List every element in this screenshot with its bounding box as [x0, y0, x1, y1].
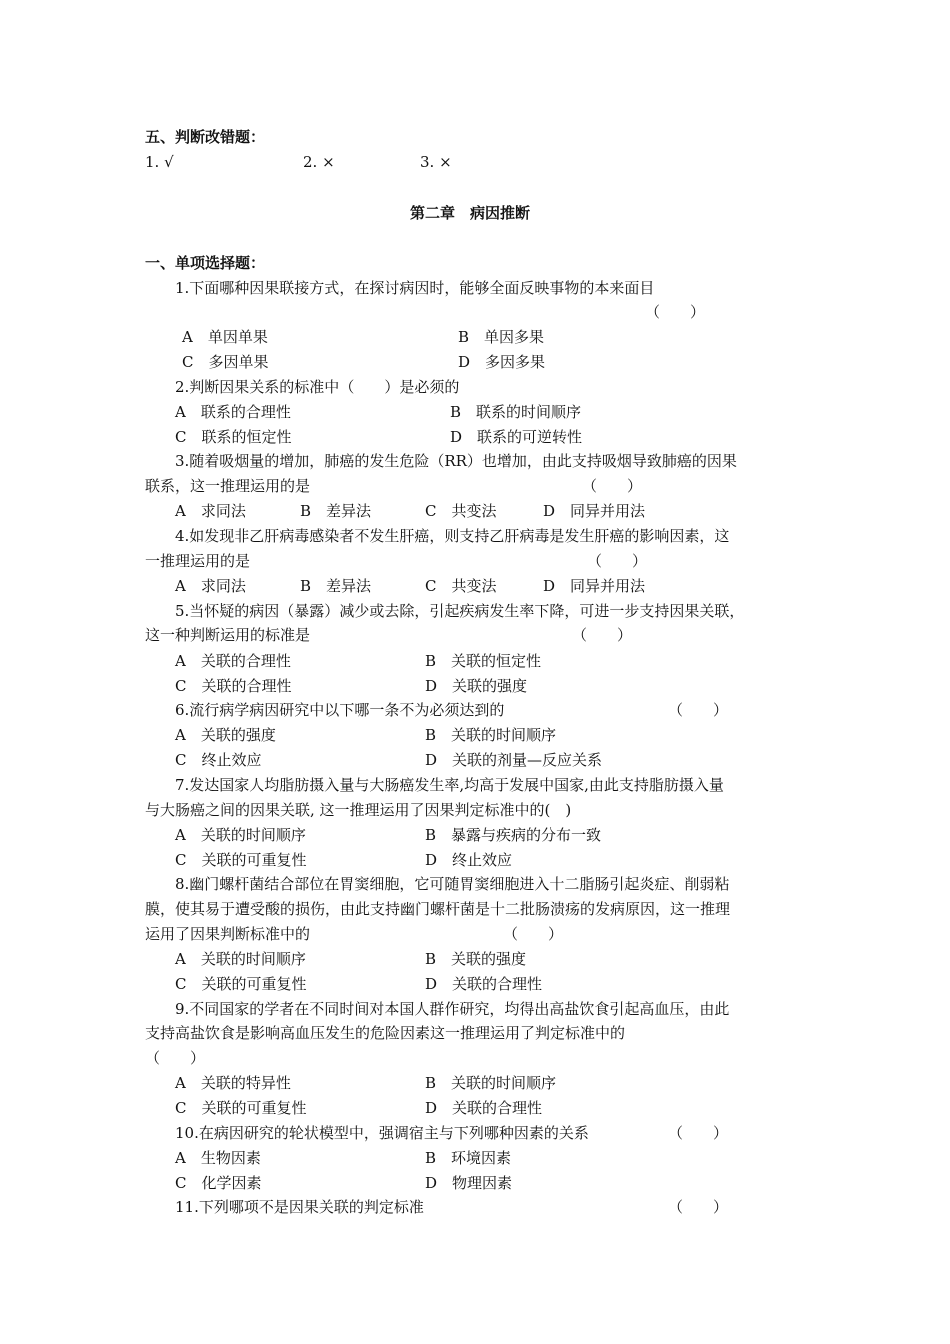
answer-blank: （ ） — [668, 701, 729, 719]
question-text: 这一种判断运用的标准是 — [145, 626, 311, 644]
section-heading: 五、判断改错题： — [145, 128, 266, 146]
option-item: C 化学因素 — [175, 1174, 262, 1192]
answer-blank: （ ） — [503, 925, 564, 943]
option-item: D 同异并用法 — [543, 577, 646, 595]
answer-item: 3. × — [420, 153, 452, 171]
option-item: C 共变法 — [425, 577, 497, 595]
option-item: D 同异并用法 — [543, 502, 646, 520]
question-text: 9.不同国家的学者在不同时间对本国人群作研究，均得出高盐饮食引起高血压，由此 — [175, 1000, 730, 1018]
option-item: D 物理因素 — [425, 1174, 513, 1192]
option-item: B 差异法 — [300, 577, 372, 595]
answer-blank: （ ） — [587, 552, 648, 570]
question-text: 2.判断因果关系的标准中（ ）是必须的 — [175, 378, 460, 396]
question-text: 5.当怀疑的病因（暴露）减少或去除，引起疾病发生率下降，可进一步支持因果关联， — [175, 602, 745, 620]
option-item: C 关联的合理性 — [175, 677, 292, 695]
option-item: A 关联的时间顺序 — [175, 950, 306, 968]
option-item: D 多因多果 — [458, 353, 546, 371]
option-item: D 关联的剂量—反应关系 — [425, 751, 603, 769]
option-item: D 联系的可逆转性 — [450, 428, 583, 446]
answer-blank: （ ） — [668, 1198, 729, 1216]
option-item: B 关联的恒定性 — [425, 652, 542, 670]
chapter-title: 第二章 病因推断 — [410, 204, 531, 222]
option-item: C 多因单果 — [182, 353, 269, 371]
option-item: D 关联的合理性 — [425, 1099, 543, 1117]
question-text: 支持高盐饮食是影响高血压发生的危险因素这一推理运用了判定标准中的 — [145, 1024, 626, 1042]
option-item: B 差异法 — [300, 502, 372, 520]
option-item: A 联系的合理性 — [175, 403, 291, 421]
option-item: A 单因单果 — [182, 328, 268, 346]
option-item: A 关联的特异性 — [175, 1074, 291, 1092]
option-item: C 关联的可重复性 — [175, 975, 307, 993]
option-item: A 求同法 — [175, 502, 246, 520]
section-heading: 一、单项选择题： — [145, 254, 266, 272]
question-text: 一推理运用的是 — [145, 552, 251, 570]
question-text: 联系，这一推理运用的是 — [145, 477, 311, 495]
question-text: 1.下面哪种因果联接方式，在探讨病因时，能够全面反映事物的本来面目 — [175, 279, 655, 297]
option-item: C 关联的可重复性 — [175, 851, 307, 869]
option-item: B 环境因素 — [425, 1149, 512, 1167]
option-item: A 关联的合理性 — [175, 652, 291, 670]
option-item: B 关联的时间顺序 — [425, 1074, 557, 1092]
answer-item: 1. √ — [145, 153, 174, 171]
option-item: B 暴露与疾病的分布一致 — [425, 826, 602, 844]
answer-blank: （ ） — [572, 626, 633, 644]
option-item: A 关联的时间顺序 — [175, 826, 306, 844]
option-item: A 关联的强度 — [175, 726, 276, 744]
option-item: C 联系的恒定性 — [175, 428, 292, 446]
question-text: 4.如发现非乙肝病毒感染者不发生肝癌，则支持乙肝病毒是发生肝癌的影响因素，这 — [175, 527, 730, 545]
option-item: C 共变法 — [425, 502, 497, 520]
question-text: 10.在病因研究的轮状模型中，强调宿主与下列哪种因素的关系 — [175, 1124, 589, 1142]
option-item: A 生物因素 — [175, 1149, 261, 1167]
answer-blank: （ ） — [668, 1124, 729, 1142]
option-item: C 终止效应 — [175, 751, 262, 769]
question-text: 11.下列哪项不是因果关联的判定标准 — [175, 1198, 424, 1216]
option-item: D 关联的强度 — [425, 677, 528, 695]
question-text: 膜，使其易于遭受酸的损伤，由此支持幽门螺杆菌是十二批肠溃疡的发病原因，这一推理 — [145, 900, 731, 918]
answer-blank: （ ） — [645, 303, 706, 321]
question-text: 运用了因果判断标准中的 — [145, 925, 311, 943]
option-item: C 关联的可重复性 — [175, 1099, 307, 1117]
answer-item: 2. × — [303, 153, 335, 171]
option-item: B 关联的时间顺序 — [425, 726, 557, 744]
option-item: D 终止效应 — [425, 851, 513, 869]
question-text: 6.流行病学病因研究中以下哪一条不为必须达到的 — [175, 701, 505, 719]
question-text: 8.幽门螺杆菌结合部位在胃窦细胞，它可随胃窦细胞进入十二脂肠引起炎症、削弱粘 — [175, 875, 730, 893]
option-item: A 求同法 — [175, 577, 246, 595]
option-item: B 关联的强度 — [425, 950, 527, 968]
question-text: 7.发达国家人均脂肪摄入量与大肠癌发生率,均高于发展中国家,由此支持脂肪摄入量 — [175, 776, 724, 794]
answer-blank: （ ） — [582, 477, 643, 495]
option-item: D 关联的合理性 — [425, 975, 543, 993]
question-text: 3.随着吸烟量的增加，肺癌的发生危险（RR）也增加，由此支持吸烟导致肺癌的因果 — [175, 452, 737, 470]
answer-blank: （ ） — [145, 1049, 206, 1067]
question-text: 与大肠癌之间的因果关联, 这一推理运用了因果判定标准中的( ) — [145, 801, 572, 819]
option-item: B 联系的时间顺序 — [450, 403, 582, 421]
option-item: B 单因多果 — [458, 328, 545, 346]
